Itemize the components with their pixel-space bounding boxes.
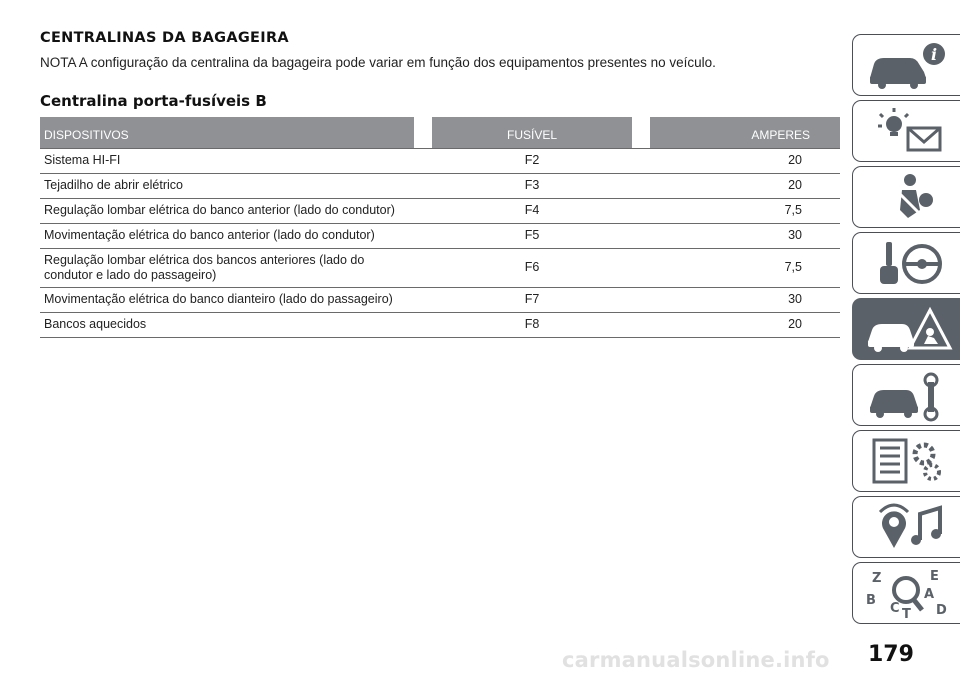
device-cell: Movimentação elétrica do banco dianteiro (lado do passageiro) [40,287,414,312]
car-info-icon [864,38,954,92]
amps-cell: 20 [650,173,840,198]
header-devices: DISPOSITIVOS [40,117,414,148]
table-row [40,223,840,248]
chapter-tabs [852,34,960,628]
specifications-icon [864,434,954,488]
header-gap [632,117,650,148]
section-title: CENTRALINAS DA BAGAGEIRA [40,30,289,46]
tab-index[interactable] [852,562,960,624]
index-letter: A [923,587,934,602]
amps-cell: 20 [650,148,840,173]
fuse-table [40,117,840,338]
amps-cell: 20 [650,312,840,337]
note-text: NOTA A configuração da centralina da bagageira pode variar em função dos equipamentos presentes no veículo. [40,55,716,70]
fuse-cell: F5 [432,223,632,248]
tab-emergency[interactable] [852,298,960,360]
device-cell: Tejadilho de abrir elétrico [40,173,414,198]
fuse-cell: F2 [432,148,632,173]
page-content [40,30,840,338]
watermark: carmanualsonline.info [562,648,830,672]
table-row [40,312,840,337]
table-row [40,248,840,287]
tab-warning-lights[interactable] [852,100,960,162]
index-letter: T [901,607,911,620]
subsection-title: Centralina porta-fusíveis B [40,92,267,110]
amps-cell: 30 [650,287,840,312]
header-gap [414,117,432,148]
emergency-icon [864,302,954,356]
fuse-cell: F8 [432,312,632,337]
header-amperes: AMPERES [650,117,840,148]
amps-cell: 30 [650,223,840,248]
table-header-row [40,117,840,148]
tab-technical-data[interactable] [852,430,960,492]
device-cell: Regulação lombar elétrica dos bancos anteriores (lado do condutor e lado do passageiro) [40,248,414,287]
warning-lights-icon [864,104,954,158]
tab-safety[interactable] [852,166,960,228]
fuse-cell: F7 [432,287,632,312]
table-row [40,173,840,198]
fuse-cell: F6 [432,248,632,287]
fuse-cell: F3 [432,173,632,198]
device-cell: Bancos aquecidos [40,312,414,337]
index-letter: Z [871,571,881,586]
amps-cell: 7,5 [650,248,840,287]
index-letter: C [889,601,900,616]
fuse-cell: F4 [432,198,632,223]
amps-cell: 7,5 [650,198,840,223]
device-cell: Movimentação elétrica do banco anterior (lado do condutor) [40,223,414,248]
car-maintenance-icon [864,368,954,422]
device-cell: Regulação lombar elétrica do banco anterior (lado do condutor) [40,198,414,223]
header-fuse: FUSÍVEL [432,117,632,148]
index-letter: E [929,569,939,584]
table-row [40,287,840,312]
multimedia-icon [864,500,954,554]
tab-maintenance[interactable] [852,364,960,426]
table-row [40,148,840,173]
tab-starting-driving[interactable] [852,232,960,294]
key-steering-wheel-icon [864,236,954,290]
index-letter: D [935,603,947,618]
svg-text:i: i [930,45,937,64]
page-number: 179 [868,642,914,667]
safety-seat-icon [864,170,954,224]
tab-multimedia[interactable] [852,496,960,558]
table-row [40,198,840,223]
index-letter: B [865,593,876,608]
alphabetical-index-icon [864,566,954,620]
device-cell: Sistema HI-FI [40,148,414,173]
tab-car-info[interactable] [852,34,960,96]
